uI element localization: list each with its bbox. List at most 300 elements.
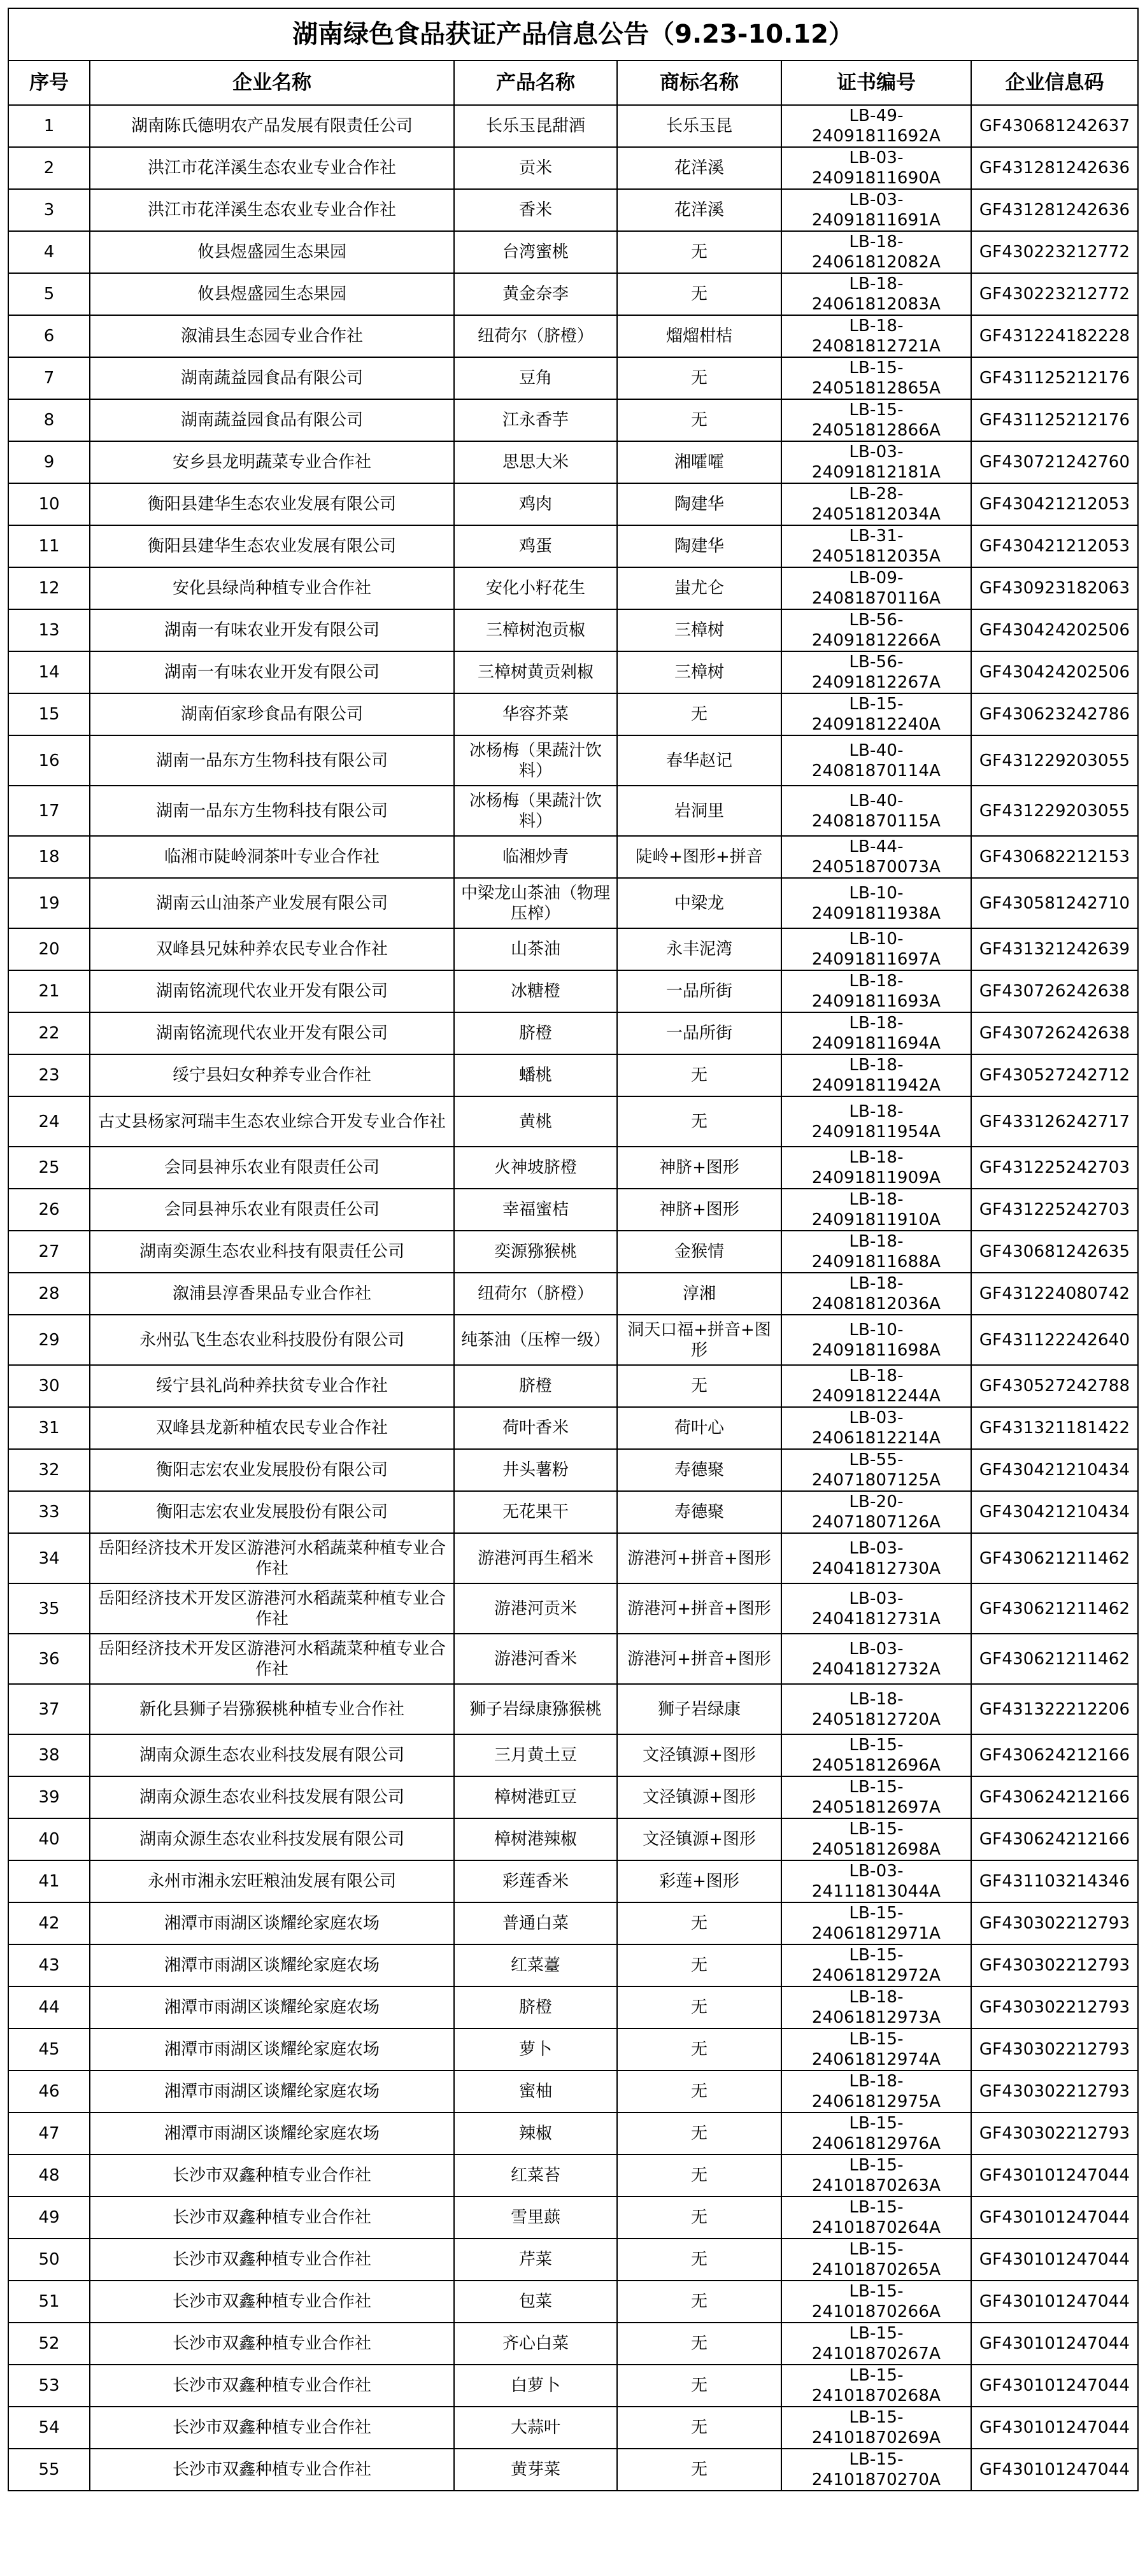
cell-index: 52 — [8, 2323, 90, 2365]
table-row — [8, 2407, 1138, 2449]
cell-company-name: 永州市湘永宏旺粮油发展有限公司 — [90, 1860, 454, 1902]
cell-company-code: GF430101247044 — [971, 2365, 1138, 2407]
cell-company-name: 洪江市花洋溪生态农业专业合作社 — [90, 189, 454, 231]
cell-product-name: 游港河再生稻米 — [454, 1533, 617, 1583]
cell-trademark: 三樟树 — [617, 609, 781, 651]
table-row — [8, 1231, 1138, 1273]
table-body — [8, 105, 1138, 2491]
cell-trademark: 无 — [617, 2449, 781, 2491]
cell-certificate-number: LB-15-24051812696A — [781, 1734, 971, 1776]
cell-certificate-number: LB-15-24101870266A — [781, 2281, 971, 2323]
cell-product-name: 樟树港豇豆 — [454, 1776, 617, 1818]
cell-company-code: GF431229203055 — [971, 735, 1138, 786]
table-row — [8, 273, 1138, 315]
cell-certificate-number: LB-31-24051812035A — [781, 525, 971, 567]
cell-product-name: 中梁龙山茶油（物理压榨） — [454, 878, 617, 928]
cell-company-code: GF431125212176 — [971, 399, 1138, 441]
cell-company-code: GF431122242640 — [971, 1315, 1138, 1365]
cell-certificate-number: LB-15-24101870269A — [781, 2407, 971, 2449]
cell-company-name: 长沙市双鑫种植专业合作社 — [90, 2281, 454, 2323]
cell-product-name: 长乐玉昆甜酒 — [454, 105, 617, 147]
cell-company-name: 长沙市双鑫种植专业合作社 — [90, 2155, 454, 2197]
cell-index: 46 — [8, 2070, 90, 2112]
cell-company-name: 长沙市双鑫种植专业合作社 — [90, 2239, 454, 2281]
cell-certificate-number: LB-15-24051812866A — [781, 399, 971, 441]
cell-company-code: GF430101247044 — [971, 2281, 1138, 2323]
cell-index: 1 — [8, 105, 90, 147]
table-row — [8, 483, 1138, 525]
table-row — [8, 1407, 1138, 1449]
cell-trademark: 无 — [617, 357, 781, 399]
cell-company-name: 湖南陈氏德明农产品发展有限责任公司 — [90, 105, 454, 147]
cell-product-name: 井头薯粉 — [454, 1449, 617, 1491]
cell-trademark: 陡岭+图形+拼音 — [617, 836, 781, 878]
cell-company-code: GF430623242786 — [971, 693, 1138, 735]
cell-product-name: 鸡肉 — [454, 483, 617, 525]
cell-company-code: GF430621211462 — [971, 1533, 1138, 1583]
table-row — [8, 1491, 1138, 1533]
cell-index: 40 — [8, 1818, 90, 1860]
cell-trademark: 长乐玉昆 — [617, 105, 781, 147]
cell-index: 2 — [8, 147, 90, 189]
cell-certificate-number: LB-15-24101870270A — [781, 2449, 971, 2491]
cell-product-name: 红菜苔 — [454, 2155, 617, 2197]
cell-product-name: 白萝卜 — [454, 2365, 617, 2407]
cell-product-name: 香米 — [454, 189, 617, 231]
cell-product-name: 萝卜 — [454, 2028, 617, 2070]
cell-company-code: GF430302212793 — [971, 2028, 1138, 2070]
cell-certificate-number: LB-15-24101870265A — [781, 2239, 971, 2281]
cell-company-code: GF430527242712 — [971, 1054, 1138, 1096]
cell-product-name: 黄桃 — [454, 1096, 617, 1147]
cell-product-name: 狮子岩绿康猕猴桃 — [454, 1684, 617, 1734]
cell-trademark: 荷叶心 — [617, 1407, 781, 1449]
cell-product-name: 华容芥菜 — [454, 693, 617, 735]
cell-trademark: 春华赵记 — [617, 735, 781, 786]
cell-certificate-number: LB-03-24111813044A — [781, 1860, 971, 1902]
cell-product-name: 荷叶香米 — [454, 1407, 617, 1449]
cell-certificate-number: LB-18-24051812720A — [781, 1684, 971, 1734]
cell-company-name: 湘潭市雨湖区谈耀纶家庭农场 — [90, 1986, 454, 2028]
table-row — [8, 567, 1138, 609]
table-row — [8, 1684, 1138, 1734]
cell-company-code: GF431229203055 — [971, 786, 1138, 836]
table-row — [8, 1986, 1138, 2028]
cell-product-name: 冰糖橙 — [454, 970, 617, 1012]
cell-certificate-number: LB-10-24091811938A — [781, 878, 971, 928]
cell-company-name: 安乡县龙明蔬菜专业合作社 — [90, 441, 454, 483]
cell-company-code: GF430421210434 — [971, 1449, 1138, 1491]
cell-index: 4 — [8, 231, 90, 273]
cell-company-code: GF430101247044 — [971, 2197, 1138, 2239]
cell-trademark: 无 — [617, 1054, 781, 1096]
cell-index: 11 — [8, 525, 90, 567]
cell-company-code: GF430527242788 — [971, 1365, 1138, 1407]
cell-certificate-number: LB-15-24061812974A — [781, 2028, 971, 2070]
cell-certificate-number: LB-15-24061812971A — [781, 1902, 971, 1944]
cell-trademark: 岩洞里 — [617, 786, 781, 836]
cell-index: 18 — [8, 836, 90, 878]
cell-index: 37 — [8, 1684, 90, 1734]
cell-trademark: 无 — [617, 273, 781, 315]
cell-index: 48 — [8, 2155, 90, 2197]
cell-trademark: 游港河+拼音+图形 — [617, 1583, 781, 1634]
cell-certificate-number: LB-03-24091812181A — [781, 441, 971, 483]
cell-index: 36 — [8, 1634, 90, 1684]
cell-product-name: 辣椒 — [454, 2112, 617, 2155]
cell-company-code: GF430223212772 — [971, 273, 1138, 315]
cell-index: 17 — [8, 786, 90, 836]
cell-trademark: 花洋溪 — [617, 147, 781, 189]
cell-company-name: 长沙市双鑫种植专业合作社 — [90, 2323, 454, 2365]
cell-company-name: 湖南一品东方生物科技有限公司 — [90, 735, 454, 786]
cell-index: 24 — [8, 1096, 90, 1147]
cell-company-name: 衡阳志宏农业发展股份有限公司 — [90, 1491, 454, 1533]
cell-trademark: 无 — [617, 693, 781, 735]
cell-trademark: 彩莲+图形 — [617, 1860, 781, 1902]
cell-product-name: 火神坡脐橙 — [454, 1147, 617, 1189]
cell-product-name: 大蒜叶 — [454, 2407, 617, 2449]
cell-company-code: GF430302212793 — [971, 2112, 1138, 2155]
cell-trademark: 游港河+拼音+图形 — [617, 1533, 781, 1583]
cell-certificate-number: LB-15-24051812865A — [781, 357, 971, 399]
table-row — [8, 836, 1138, 878]
table-row — [8, 1315, 1138, 1365]
cell-company-code: GF433126242717 — [971, 1096, 1138, 1147]
cell-company-name: 岳阳经济技术开发区游港河水稻蔬菜种植专业合作社 — [90, 1583, 454, 1634]
cell-index: 50 — [8, 2239, 90, 2281]
cell-index: 31 — [8, 1407, 90, 1449]
cell-index: 43 — [8, 1944, 90, 1986]
cell-company-name: 溆浦县淳香果品专业合作社 — [90, 1273, 454, 1315]
cell-product-name: 普通白菜 — [454, 1902, 617, 1944]
table-row — [8, 1147, 1138, 1189]
table-row — [8, 1902, 1138, 1944]
announcement-document — [8, 8, 1137, 2491]
cell-trademark: 三樟树 — [617, 651, 781, 693]
header-product-name: 产品名称 — [454, 60, 617, 105]
cell-product-name: 包菜 — [454, 2281, 617, 2323]
header-company-code: 企业信息码 — [971, 60, 1138, 105]
cell-company-name: 湖南铭流现代农业开发有限公司 — [90, 970, 454, 1012]
cell-trademark: 无 — [617, 1944, 781, 1986]
cell-company-code: GF430223212772 — [971, 231, 1138, 273]
cell-trademark: 洞天口福+拼音+图形 — [617, 1315, 781, 1365]
header-company-name: 企业名称 — [90, 60, 454, 105]
cell-product-name: 冰杨梅（果蔬汁饮料） — [454, 735, 617, 786]
cell-company-code: GF430621211462 — [971, 1583, 1138, 1634]
cell-index: 34 — [8, 1533, 90, 1583]
table-row — [8, 735, 1138, 786]
table-row — [8, 2365, 1138, 2407]
table-row — [8, 1634, 1138, 1684]
cell-index: 30 — [8, 1365, 90, 1407]
cell-company-name: 长沙市双鑫种植专业合作社 — [90, 2407, 454, 2449]
cell-index: 3 — [8, 189, 90, 231]
cell-product-name: 脐橙 — [454, 1012, 617, 1054]
cell-product-name: 山茶油 — [454, 928, 617, 970]
table-row — [8, 147, 1138, 189]
cell-certificate-number: LB-18-24061812975A — [781, 2070, 971, 2112]
cell-certificate-number: LB-49-24091811692A — [781, 105, 971, 147]
cell-product-name: 三樟树泡贡椒 — [454, 609, 617, 651]
cell-trademark: 中梁龙 — [617, 878, 781, 928]
cell-company-name: 湖南一有味农业开发有限公司 — [90, 609, 454, 651]
table-row — [8, 786, 1138, 836]
cell-company-name: 湖南蔬益园食品有限公司 — [90, 357, 454, 399]
table-row — [8, 2323, 1138, 2365]
cell-company-code: GF431321242639 — [971, 928, 1138, 970]
table-row — [8, 2070, 1138, 2112]
cell-company-name: 湖南众源生态农业科技发展有限公司 — [90, 1818, 454, 1860]
cell-company-code: GF430624212166 — [971, 1734, 1138, 1776]
cell-trademark: 无 — [617, 2028, 781, 2070]
cell-product-name: 纯茶油（压榨一级） — [454, 1315, 617, 1365]
cell-certificate-number: LB-18-24081812036A — [781, 1273, 971, 1315]
cell-company-name: 湖南佰家珍食品有限公司 — [90, 693, 454, 735]
cell-trademark: 无 — [617, 1365, 781, 1407]
cell-trademark: 无 — [617, 399, 781, 441]
cell-company-code: GF430101247044 — [971, 2323, 1138, 2365]
cell-index: 25 — [8, 1147, 90, 1189]
cell-product-name: 纽荷尔（脐橙） — [454, 1273, 617, 1315]
cell-certificate-number: LB-56-24091812266A — [781, 609, 971, 651]
cell-company-code: GF430624212166 — [971, 1776, 1138, 1818]
cell-certificate-number: LB-03-24041812731A — [781, 1583, 971, 1634]
cell-product-name: 奕源猕猴桃 — [454, 1231, 617, 1273]
cell-certificate-number: LB-55-24071807125A — [781, 1449, 971, 1491]
cell-index: 12 — [8, 567, 90, 609]
cell-product-name: 纽荷尔（脐橙） — [454, 315, 617, 357]
cell-product-name: 三樟树黄贡剁椒 — [454, 651, 617, 693]
cell-product-name: 豆角 — [454, 357, 617, 399]
table-row — [8, 693, 1138, 735]
table-row — [8, 1096, 1138, 1147]
cell-trademark: 寿德聚 — [617, 1449, 781, 1491]
cell-company-code: GF431103214346 — [971, 1860, 1138, 1902]
cell-company-code: GF430302212793 — [971, 1944, 1138, 1986]
cell-product-name: 无花果干 — [454, 1491, 617, 1533]
cell-certificate-number: LB-18-24061812083A — [781, 273, 971, 315]
cell-index: 49 — [8, 2197, 90, 2239]
cell-index: 47 — [8, 2112, 90, 2155]
cell-product-name: 蟠桃 — [454, 1054, 617, 1096]
cell-company-code: GF431281242636 — [971, 147, 1138, 189]
cell-trademark: 无 — [617, 2407, 781, 2449]
cell-company-code: GF430101247044 — [971, 2155, 1138, 2197]
cell-index: 35 — [8, 1583, 90, 1634]
cell-index: 55 — [8, 2449, 90, 2491]
cell-company-code: GF430681242637 — [971, 105, 1138, 147]
table-row — [8, 105, 1138, 147]
cell-company-code: GF430101247044 — [971, 2407, 1138, 2449]
cell-company-name: 古丈县杨家河瑞丰生态农业综合开发专业合作社 — [90, 1096, 454, 1147]
cell-trademark: 无 — [617, 2323, 781, 2365]
cell-certificate-number: LB-18-24091812244A — [781, 1365, 971, 1407]
cell-company-code: GF430682212153 — [971, 836, 1138, 878]
cell-trademark: 一品所街 — [617, 1012, 781, 1054]
table-row — [8, 1365, 1138, 1407]
cell-company-name: 湘潭市雨湖区谈耀纶家庭农场 — [90, 2028, 454, 2070]
cell-index: 44 — [8, 1986, 90, 2028]
cell-company-name: 湘潭市雨湖区谈耀纶家庭农场 — [90, 1944, 454, 1986]
cell-trademark: 无 — [617, 2239, 781, 2281]
cell-product-name: 江永香芋 — [454, 399, 617, 441]
cell-certificate-number: LB-15-24101870263A — [781, 2155, 971, 2197]
cell-index: 8 — [8, 399, 90, 441]
cell-index: 20 — [8, 928, 90, 970]
cell-certificate-number: LB-18-24091811694A — [781, 1012, 971, 1054]
cell-index: 23 — [8, 1054, 90, 1096]
cell-certificate-number: LB-03-24061812214A — [781, 1407, 971, 1449]
cell-company-code: GF430923182063 — [971, 567, 1138, 609]
table-row — [8, 189, 1138, 231]
cell-company-code: GF431225242703 — [971, 1147, 1138, 1189]
cell-certificate-number: LB-03-24041812730A — [781, 1533, 971, 1583]
cell-product-name: 齐心白菜 — [454, 2323, 617, 2365]
cell-company-name: 溆浦县生态园专业合作社 — [90, 315, 454, 357]
header-certificate-number: 证书编号 — [781, 60, 971, 105]
table-row — [8, 2281, 1138, 2323]
cell-company-name: 湖南铭流现代农业开发有限公司 — [90, 1012, 454, 1054]
cell-trademark: 狮子岩绿康 — [617, 1684, 781, 1734]
cell-index: 21 — [8, 970, 90, 1012]
cell-certificate-number: LB-15-24101870268A — [781, 2365, 971, 2407]
cell-company-name: 岳阳经济技术开发区游港河水稻蔬菜种植专业合作社 — [90, 1634, 454, 1684]
cell-product-name: 冰杨梅（果蔬汁饮料） — [454, 786, 617, 836]
cell-company-code: GF431322212206 — [971, 1684, 1138, 1734]
cell-certificate-number: LB-10-24091811697A — [781, 928, 971, 970]
cell-index: 6 — [8, 315, 90, 357]
cell-product-name: 鸡蛋 — [454, 525, 617, 567]
cell-company-code: GF430302212793 — [971, 1986, 1138, 2028]
cell-product-name: 雪里蕻 — [454, 2197, 617, 2239]
cell-company-code: GF430681242635 — [971, 1231, 1138, 1273]
table-row — [8, 2028, 1138, 2070]
cell-certificate-number: LB-18-24061812973A — [781, 1986, 971, 2028]
cell-company-name: 双峰县兄妹种养农民专业合作社 — [90, 928, 454, 970]
cell-trademark: 一品所街 — [617, 970, 781, 1012]
cell-certificate-number: LB-03-24041812732A — [781, 1634, 971, 1684]
cell-index: 7 — [8, 357, 90, 399]
cell-certificate-number: LB-18-24091811693A — [781, 970, 971, 1012]
cell-trademark: 金猴情 — [617, 1231, 781, 1273]
cell-product-name: 幸福蜜桔 — [454, 1189, 617, 1231]
cell-company-name: 岳阳经济技术开发区游港河水稻蔬菜种植专业合作社 — [90, 1533, 454, 1583]
cell-company-name: 绥宁县妇女种养专业合作社 — [90, 1054, 454, 1096]
table-row — [8, 525, 1138, 567]
cell-company-name: 会同县神乐农业有限责任公司 — [90, 1147, 454, 1189]
cell-trademark: 文泾镇源+图形 — [617, 1818, 781, 1860]
page-title: 湖南绿色食品获证产品信息公告（9.23-10.12） — [8, 8, 1138, 60]
cell-trademark: 无 — [617, 2197, 781, 2239]
table-row — [8, 1054, 1138, 1096]
cell-company-code: GF431281242636 — [971, 189, 1138, 231]
cell-company-code: GF430721242760 — [971, 441, 1138, 483]
table-row — [8, 1818, 1138, 1860]
cell-certificate-number: LB-15-24051812697A — [781, 1776, 971, 1818]
cell-product-name: 黄金奈李 — [454, 273, 617, 315]
table-row — [8, 2197, 1138, 2239]
cell-product-name: 安化小籽花生 — [454, 567, 617, 609]
cell-product-name: 樟树港辣椒 — [454, 1818, 617, 1860]
cell-index: 45 — [8, 2028, 90, 2070]
table-row — [8, 315, 1138, 357]
cell-trademark: 神脐+图形 — [617, 1147, 781, 1189]
cell-product-name: 蜜柚 — [454, 2070, 617, 2112]
cell-index: 41 — [8, 1860, 90, 1902]
cell-product-name: 脐橙 — [454, 1365, 617, 1407]
cell-trademark: 无 — [617, 1902, 781, 1944]
cell-certificate-number: LB-03-24091811690A — [781, 147, 971, 189]
cell-trademark: 无 — [617, 1096, 781, 1147]
cell-company-name: 湖南一品东方生物科技有限公司 — [90, 786, 454, 836]
cell-certificate-number: LB-15-24061812972A — [781, 1944, 971, 1986]
table-row — [8, 399, 1138, 441]
cell-index: 9 — [8, 441, 90, 483]
cell-index: 53 — [8, 2365, 90, 2407]
cell-trademark: 文泾镇源+图形 — [617, 1776, 781, 1818]
cell-index: 13 — [8, 609, 90, 651]
table-row — [8, 609, 1138, 651]
cell-certificate-number: LB-40-24081870115A — [781, 786, 971, 836]
table-row — [8, 1860, 1138, 1902]
cell-trademark: 无 — [617, 2365, 781, 2407]
cell-certificate-number: LB-28-24051812034A — [781, 483, 971, 525]
table-row — [8, 1734, 1138, 1776]
cell-certificate-number: LB-15-24101870264A — [781, 2197, 971, 2239]
cell-certificate-number: LB-10-24091811698A — [781, 1315, 971, 1365]
cell-index: 33 — [8, 1491, 90, 1533]
cell-product-name: 台湾蜜桃 — [454, 231, 617, 273]
cell-company-name: 绥宁县礼尚种养扶贫专业合作社 — [90, 1365, 454, 1407]
cell-company-code: GF430302212793 — [971, 2070, 1138, 2112]
cell-index: 26 — [8, 1189, 90, 1231]
cell-company-code: GF430726242638 — [971, 970, 1138, 1012]
cell-trademark: 熘熘柑桔 — [617, 315, 781, 357]
cell-company-code: GF431125212176 — [971, 357, 1138, 399]
cell-company-name: 湖南奕源生态农业科技有限责任公司 — [90, 1231, 454, 1273]
cell-company-code: GF430421212053 — [971, 483, 1138, 525]
header-index: 序号 — [8, 60, 90, 105]
table-row — [8, 2155, 1138, 2197]
cell-trademark: 湘嚯嚯 — [617, 441, 781, 483]
table-row — [8, 2239, 1138, 2281]
cell-index: 22 — [8, 1012, 90, 1054]
cell-certificate-number: LB-15-24051812698A — [781, 1818, 971, 1860]
cell-certificate-number: LB-20-24071807126A — [781, 1491, 971, 1533]
table-row — [8, 1189, 1138, 1231]
cell-trademark: 无 — [617, 2155, 781, 2197]
cell-product-name: 红菜薹 — [454, 1944, 617, 1986]
cell-trademark: 永丰泥湾 — [617, 928, 781, 970]
cell-trademark: 无 — [617, 1986, 781, 2028]
cell-trademark: 无 — [617, 2112, 781, 2155]
cell-index: 38 — [8, 1734, 90, 1776]
cell-company-code: GF431224182228 — [971, 315, 1138, 357]
cell-product-name: 游港河香米 — [454, 1634, 617, 1684]
cell-trademark: 神脐+图形 — [617, 1189, 781, 1231]
table-row — [8, 2449, 1138, 2491]
cell-trademark: 陶建华 — [617, 525, 781, 567]
table-row — [8, 928, 1138, 970]
table-row — [8, 970, 1138, 1012]
certified-products-table — [8, 8, 1139, 2491]
cell-trademark: 寿德聚 — [617, 1491, 781, 1533]
cell-index: 54 — [8, 2407, 90, 2449]
cell-certificate-number: LB-18-24091811954A — [781, 1096, 971, 1147]
table-row — [8, 1944, 1138, 1986]
